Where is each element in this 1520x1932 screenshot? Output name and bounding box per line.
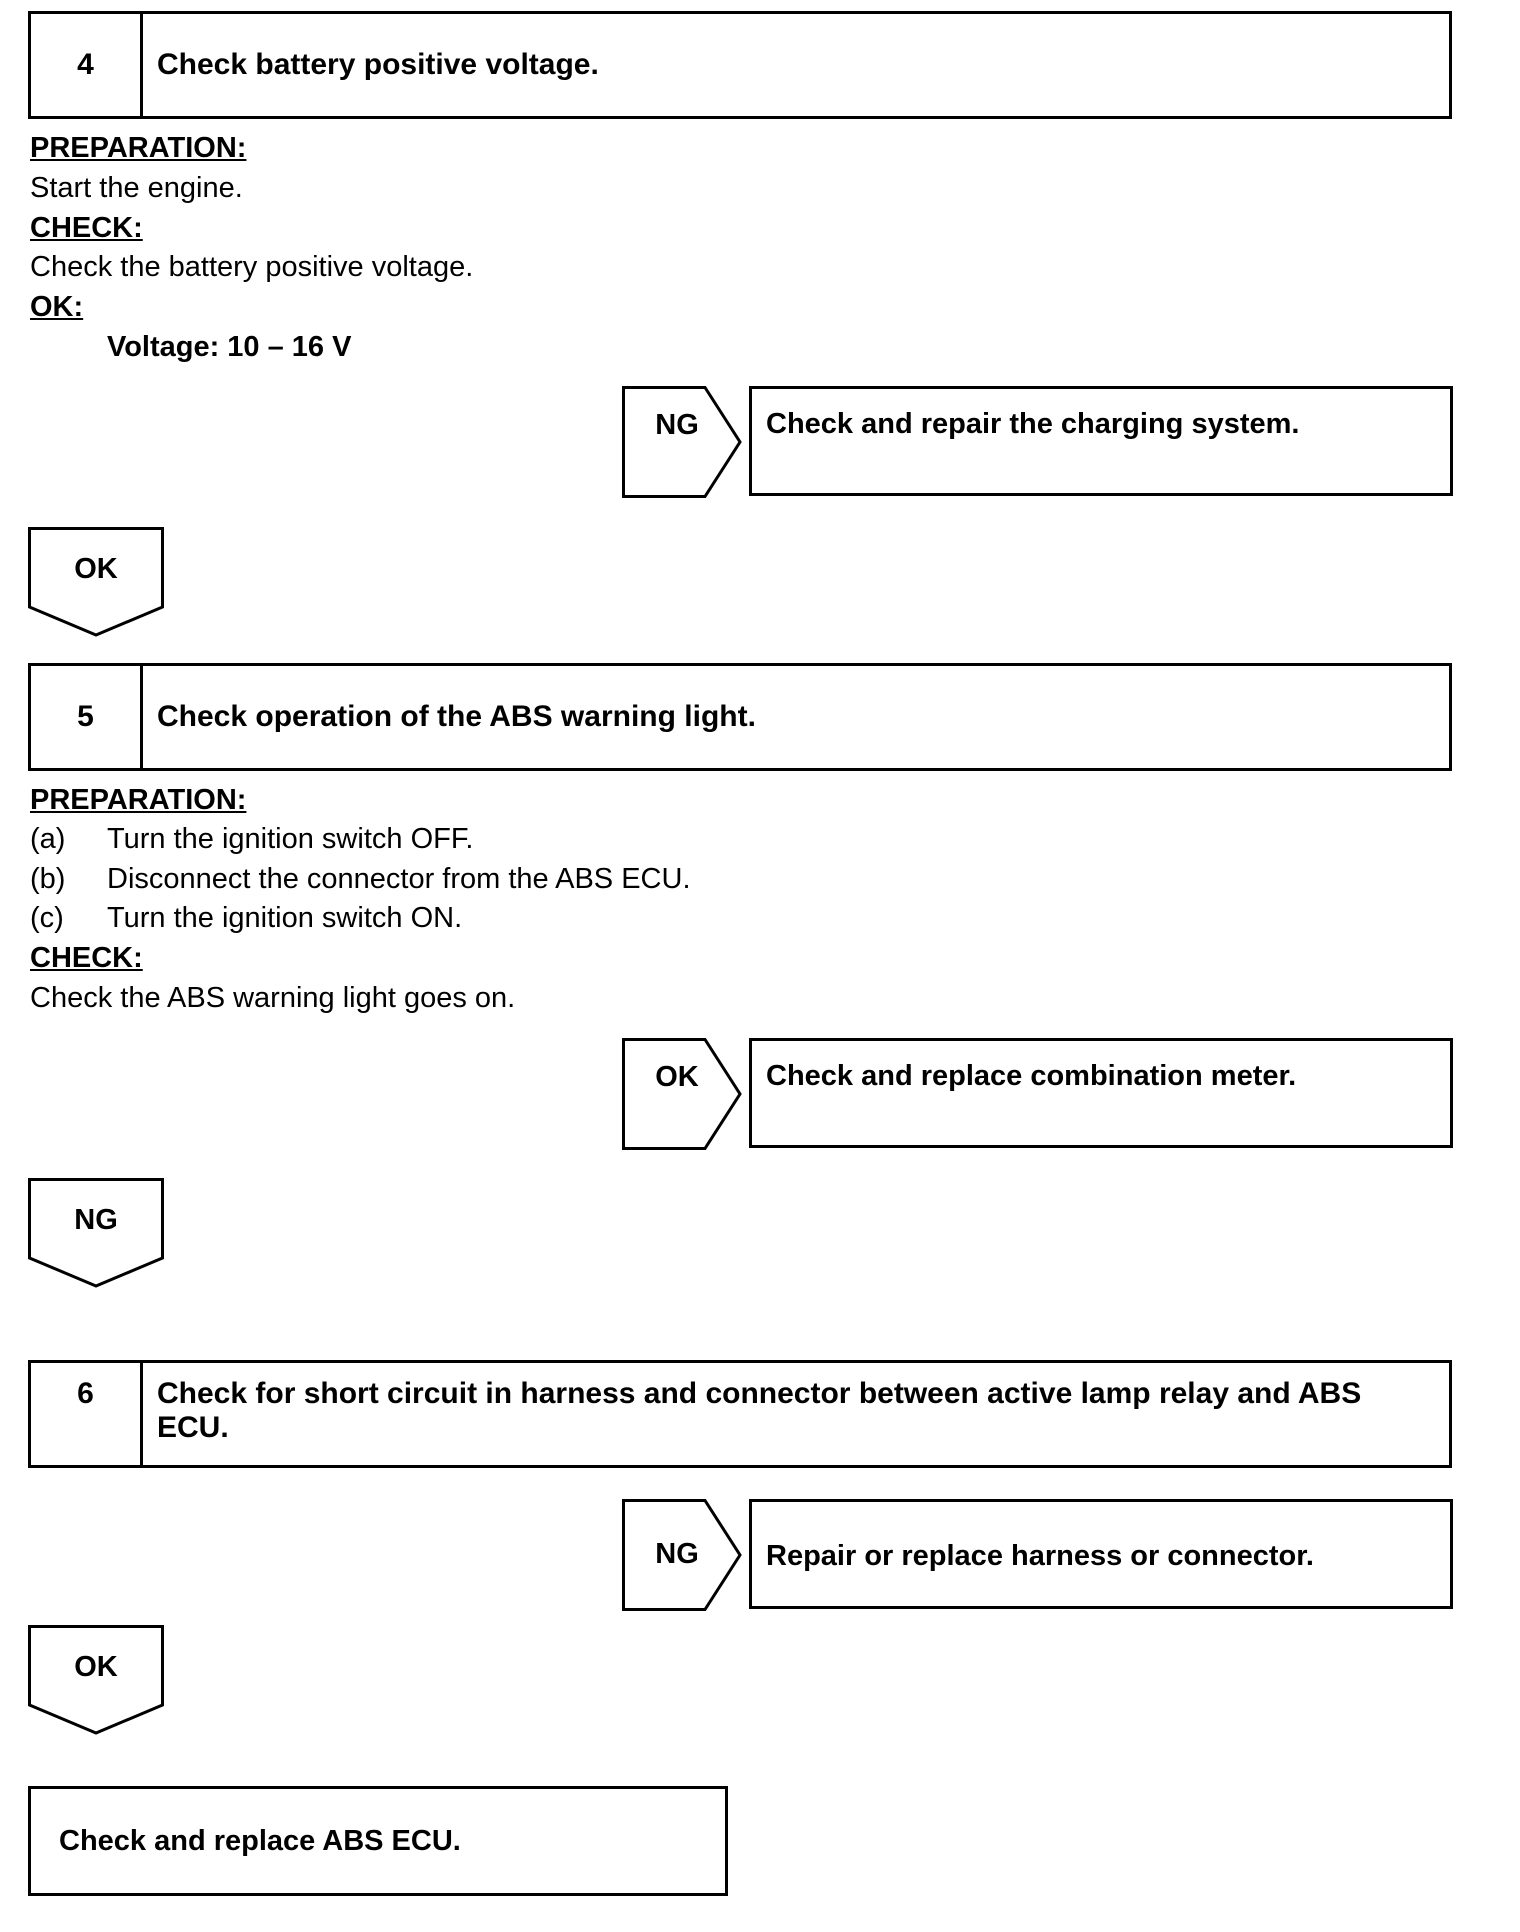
step-5-check-heading: CHECK:: [30, 942, 143, 974]
final-action-box: Check and replace ABS ECU.: [28, 1786, 728, 1896]
step-4-preparation-text: Start the engine.: [30, 172, 243, 204]
step-4-ng-result: Check and repair the charging system.: [749, 386, 1453, 496]
step-5-ng-down-label: NG: [74, 1204, 118, 1236]
step-5-header: [28, 663, 1452, 771]
step-5-ok-arrow: [622, 1038, 742, 1150]
step-4-ng-label: NG: [655, 409, 699, 441]
step-6-header: [28, 1360, 1452, 1468]
step-6-ok-down-label: OK: [74, 1651, 118, 1683]
step-5-ok-result: Check and replace combination meter.: [749, 1038, 1453, 1148]
step-4-header: [28, 11, 1452, 119]
step-4-title: Check battery positive voltage.: [157, 48, 599, 81]
step-6-title: Check for short circuit in harness and connector between active lamp relay and ABS ECU.: [157, 1377, 1362, 1444]
step-6-number: 6: [31, 1363, 143, 1465]
step-6-ng-label: NG: [655, 1538, 699, 1570]
step-4-ng-arrow: [622, 386, 742, 498]
step-5-title: Check operation of the ABS warning light.: [157, 700, 756, 733]
step-4-ok-down-label: OK: [74, 553, 118, 585]
step-4-check-text: Check the battery positive voltage.: [30, 251, 474, 283]
step-4-number: 4: [31, 14, 143, 116]
step-4-ok-heading: OK:: [30, 291, 84, 323]
step-5-check-text: Check the ABS warning light goes on.: [30, 982, 516, 1014]
step-5-ok-label: OK: [655, 1061, 699, 1093]
step-5-preparation-heading: PREPARATION:: [30, 784, 247, 816]
step-4-preparation-heading: PREPARATION:: [30, 132, 247, 164]
step-4-voltage-spec: Voltage: 10 – 16 V: [107, 331, 352, 363]
step-4-check-heading: CHECK:: [30, 212, 143, 244]
step-5-number: 5: [31, 666, 143, 768]
step-6-ng-result: Repair or replace harness or connector.: [749, 1499, 1453, 1609]
